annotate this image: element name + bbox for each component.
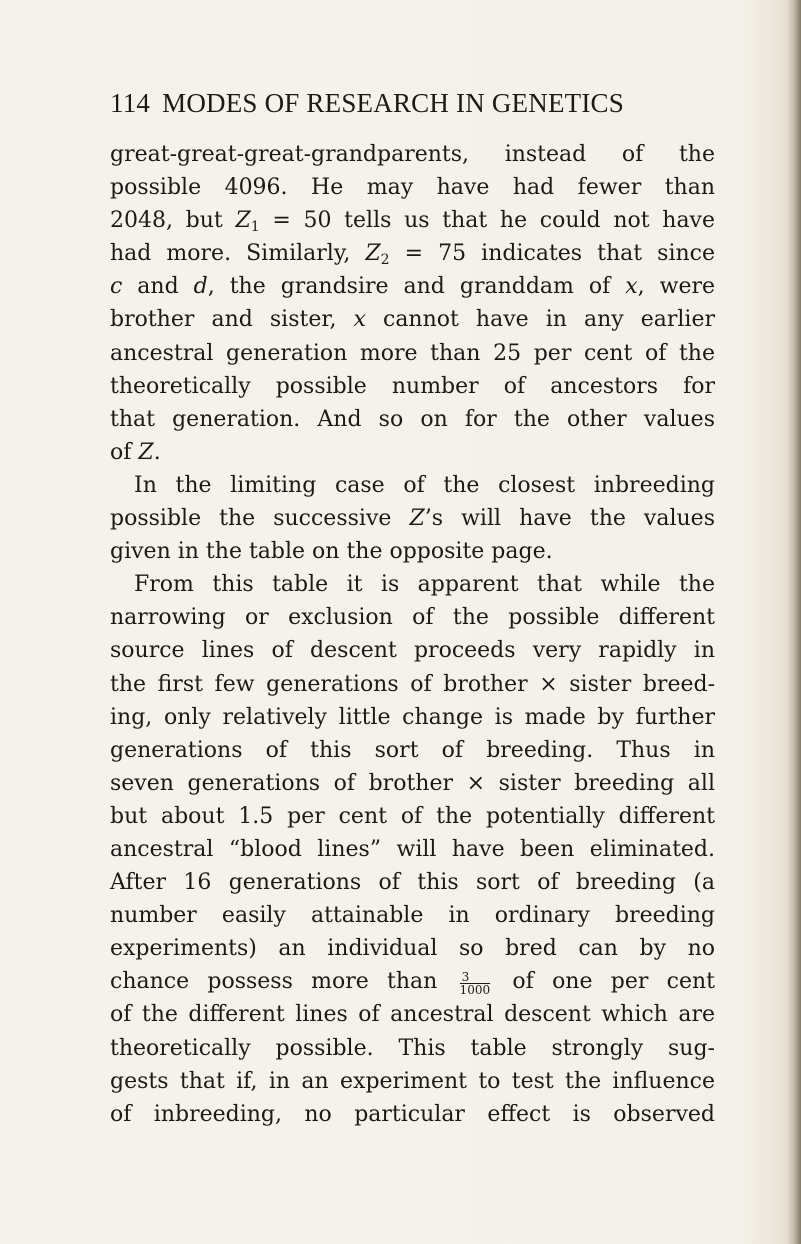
text-line: source lines of descent proceeds very rapidly in — [110, 638, 715, 664]
subscript: 1 — [250, 219, 260, 236]
chapter-title: MODES OF RESEARCH IN GENETICS — [162, 88, 624, 118]
text-line: great-great-great-grandparents, instead of the — [110, 142, 715, 167]
variable-z: Z — [235, 208, 251, 234]
text-line: After 16 generations of this sort of breeding (a — [110, 870, 715, 896]
subscript: 2 — [380, 252, 390, 269]
body-text — [110, 138, 715, 1131]
text-line: of the different lines of ancestral descent which are — [110, 1002, 715, 1028]
text-line: possible the successive Z’s will have the values — [110, 506, 715, 532]
variable-z: Z — [138, 439, 154, 465]
running-head — [110, 88, 690, 118]
text-line: the first few generations of brother × sister breed- — [110, 671, 715, 697]
text-line: but about 1.5 per cent of the potentially different — [110, 803, 715, 829]
text-line: gests that if, in an experiment to test the influence — [110, 1068, 715, 1094]
text-line: had more. Similarly, $Z_2 = 75$ indicates that since — [110, 241, 715, 269]
page-number: 114 — [110, 88, 151, 118]
text-line: narrowing or exclusion of the possible different — [110, 605, 715, 631]
text-line: theoretically possible. This table strongly sug- — [110, 1035, 715, 1061]
text-line: that generation. And so on for the other values — [110, 406, 715, 432]
variable-x: x — [353, 307, 366, 333]
text-line: theoretically possible number of ancestors for — [110, 373, 715, 399]
fraction — [460, 971, 491, 996]
text-line: chance possess more than $\frac{3}{1000}$ of one per cent — [110, 969, 715, 998]
text-line: From this table it is apparent that while the — [134, 572, 715, 598]
text-line: possible 4096. He may have had fewer than — [110, 175, 715, 201]
text-line: ancestral generation more than 25 per cent of the — [110, 340, 715, 366]
text-line: given in the table on the opposite page. — [110, 539, 553, 565]
text-line: seven generations of brother × sister breeding all — [110, 770, 715, 796]
text-line: 2048, but $Z_1 = 50$ tells us that he could not have — [110, 208, 716, 236]
variable-z: Z — [409, 506, 425, 532]
variable-d: d — [193, 274, 208, 300]
fraction-numerator: 3 — [460, 971, 491, 984]
text-line: In the limiting case of the closest inbreeding — [134, 472, 715, 498]
text-line: c and d, the grandsire and granddam of x, were — [110, 274, 716, 300]
variable-c: c — [110, 274, 123, 300]
text-line: ing, only relatively little change is made by further — [110, 704, 715, 730]
text-line: generations of this sort of breeding. Thus in — [110, 737, 715, 763]
variable-z: Z — [365, 241, 381, 267]
text-line: ancestral “blood lines” will have been eliminated. — [110, 836, 715, 862]
text-line: brother and sister, x cannot have in any earlier — [110, 307, 715, 333]
text-line: experiments) an individual so bred can by no — [110, 936, 715, 962]
fraction-denominator: 1000 — [459, 983, 491, 998]
text-line: of inbreeding, no particular effect is observed — [110, 1101, 715, 1127]
page-edge-shadow — [787, 0, 801, 1244]
text-line: number easily attainable in ordinary breeding — [110, 903, 715, 929]
variable-x: x — [625, 274, 638, 300]
text-line: of Z. — [110, 439, 161, 465]
